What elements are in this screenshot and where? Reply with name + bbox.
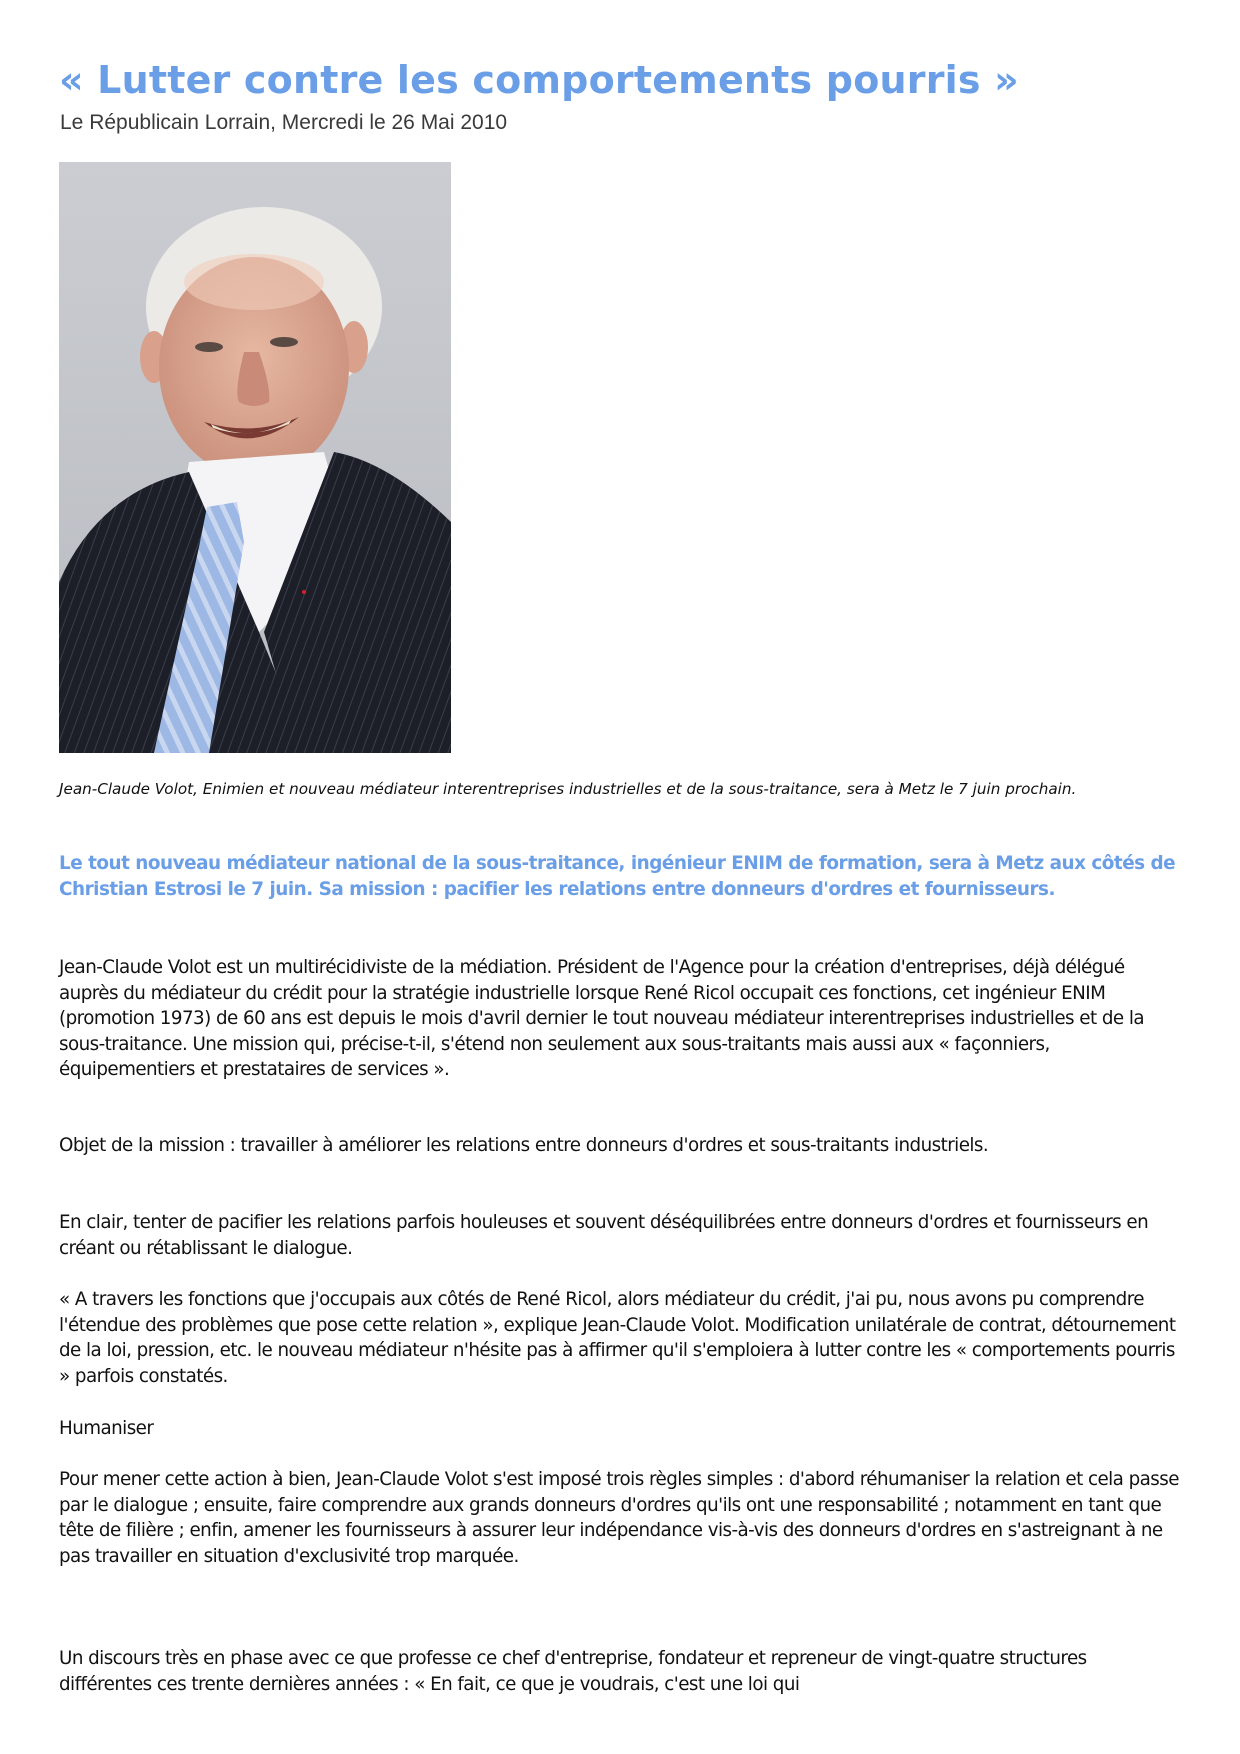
article-source-line: Le Républicain Lorrain, Mercredi le 26 Mai 2010: [60, 111, 508, 134]
article-paragraph-4: « A travers les fonctions que j'occupais aux côtés de René Ricol, alors médiateur du crédit, j'ai pu, nous avons pu comprendre l'étendue des problèmes que pose cette relation », explique Jean-Claude Volot. Modification unilatérale de contrat, détournement de la loi, pression, etc. le nouveau médiateur n'hésite pas à affirmer qu'il s'emploiera à lutter contre les « comportements pourris » parfois constatés.: [59, 1289, 1176, 1387]
photo-caption: Jean-Claude Volot, Enimien et nouveau médiateur interentreprises industrielles et de la sous-traitance, sera à Metz le 7 juin prochain.: [59, 780, 1077, 798]
article-paragraph-5: Pour mener cette action à bien, Jean-Claude Volot s'est imposé trois règles simples : d'abord réhumaniser la relation et cela passe par le dialogue ; ensuite, faire comprendre aux grands donneurs d'ordres qu'ils ont une responsabilité ; notamment en tant que tête de filière ; enfin, amener les fournisseurs à assurer leur indépendance vis-à-vis des donneurs d'ordres en s'astreignant à ne pas travailler en situation d'exclusivité trop marquée.: [59, 1469, 1179, 1567]
article-paragraph-3: En clair, tenter de pacifier les relations parfois houleuses et souvent déséquilibrées entre donneurs d'ordres et fournisseurs en créant ou rétablissant le dialogue.: [59, 1212, 1149, 1259]
section-heading-humaniser: Humaniser: [59, 1418, 154, 1439]
article-paragraph-1: Jean-Claude Volot est un multirécidiviste de la médiation. Président de l'Agence pour la création d'entreprises, déjà délégué auprès du médiateur du crédit pour la stratégie industrielle lorsque René Ricol occupait ces fonctions, cet ingénieur ENIM (promotion 1973) de 60 ans est depuis le mois d'avril dernier le tout nouveau médiateur interentreprises industrielles et de la sous-traitance. Une mission qui, précise-t-il, s'étend non seulement aux sous-traitants mais aussi aux « façonniers, équipementiers et prestataires de services ».: [59, 957, 1145, 1080]
article-paragraph-6: Un discours très en phase avec ce que professe ce chef d'entreprise, fondateur et repreneur de vingt-quatre structures différentes ces trente dernières années : « En fait, ce que je voudrais, c'est une loi qui: [59, 1648, 1087, 1695]
article-lead: Le tout nouveau médiateur national de la sous-traitance, ingénieur ENIM de formation, sera à Metz aux côtés de Christian Estrosi le 7 juin. Sa mission : pacifier les relations entre donneurs d'ordres et fournisseurs.: [59, 853, 1176, 900]
article-title: « Lutter contre les comportements pourris »: [59, 58, 1019, 102]
article-paragraph-2: Objet de la mission : travailler à améliorer les relations entre donneurs d'ordres et sous-traitants industriels.: [59, 1135, 989, 1156]
portrait-photo-icon: [59, 162, 451, 753]
portrait-photo: [59, 162, 451, 753]
